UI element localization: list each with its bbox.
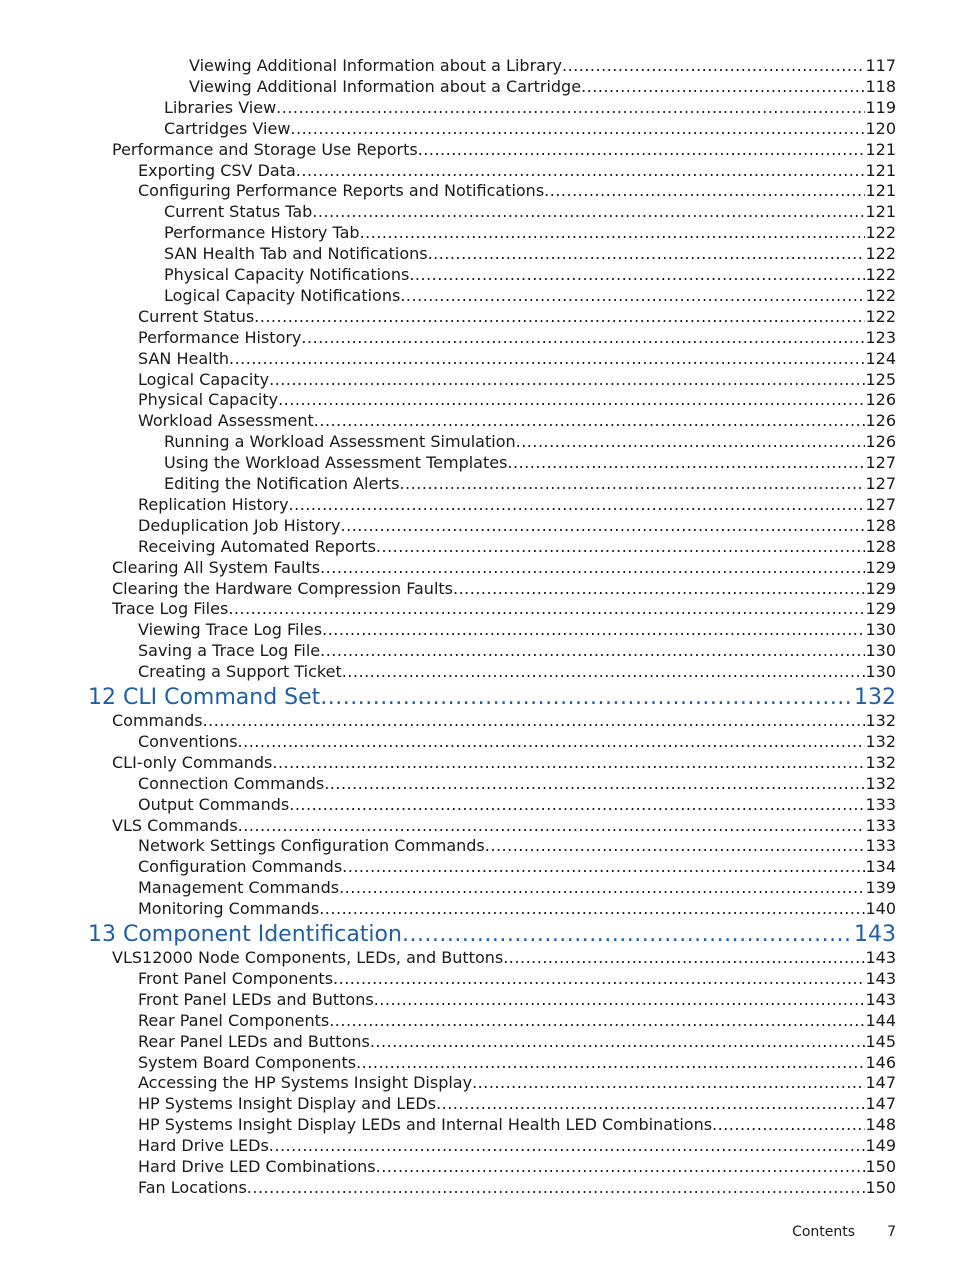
dot-leader (228, 599, 865, 619)
toc-chapter-heading[interactable] (88, 685, 896, 711)
dot-leader (314, 411, 866, 431)
toc-entry[interactable] (138, 1115, 896, 1135)
dot-leader (712, 1115, 865, 1135)
toc-entry-title: Logical Capacity Notifications (164, 285, 401, 305)
toc-entry-title: Exporting CSV Data (138, 160, 296, 180)
toc-entry-page-number: 133 (865, 815, 896, 835)
dot-leader (341, 516, 866, 536)
toc-entry-title: Current Status Tab (164, 202, 313, 222)
toc-entry[interactable] (112, 599, 896, 619)
toc-entry-title: Fan Locations (138, 1177, 247, 1197)
toc-entry-page-number: 132 (865, 752, 896, 772)
dot-leader (254, 307, 865, 327)
toc-entry-page-number: 149 (865, 1136, 896, 1156)
dot-leader (409, 265, 865, 285)
toc-entry-page-number: 146 (865, 1052, 896, 1072)
toc-entry-title: Libraries View (164, 97, 277, 117)
toc-entry-title: Rear Panel Components (138, 1010, 330, 1030)
toc-entry-title: Front Panel LEDs and Buttons (138, 989, 374, 1009)
toc-entry-page-number: 133 (865, 794, 896, 814)
toc-entry[interactable] (138, 495, 896, 515)
dot-leader (324, 774, 865, 794)
toc-entry-title: VLS12000 Node Components, LEDs, and Buttons (112, 948, 504, 967)
toc-entry-page-number: 128 (865, 536, 896, 556)
toc-entry[interactable] (164, 98, 896, 118)
toc-entry-title: Network Settings Configuration Commands (138, 836, 485, 856)
dot-leader (203, 711, 866, 731)
toc-entry-title: Output Commands (138, 794, 290, 814)
toc-entry-page-number: 150 (865, 1177, 896, 1197)
dot-leader (503, 948, 865, 968)
toc-entry-page-number: 129 (865, 557, 896, 577)
toc-entry-page-number: 121 (865, 139, 896, 159)
toc-entry-title: Creating a Support Ticket (138, 662, 342, 682)
toc-entry-title: Physical Capacity Notifications (164, 265, 410, 284)
toc-entry-page-number: 132 (854, 685, 896, 710)
footer-section-label: Contents (792, 1224, 856, 1240)
dot-leader (238, 816, 866, 836)
toc-entry-page-number: 119 (865, 97, 896, 117)
dot-leader (374, 990, 866, 1010)
toc-entry[interactable] (189, 77, 896, 97)
toc-entry-page-number: 143 (865, 948, 896, 967)
dot-leader (290, 119, 865, 139)
toc-entry[interactable] (164, 265, 896, 285)
toc-entry-page-number: 121 (865, 181, 896, 201)
toc-entry-title: HP Systems Insight Display LEDs and Internal Health LED Combinations (138, 1115, 713, 1135)
toc-entry-page-number: 144 (865, 1010, 896, 1030)
dot-leader (400, 286, 865, 306)
toc-entry[interactable] (138, 1157, 896, 1177)
toc-entry[interactable] (138, 390, 896, 410)
toc-entry[interactable] (138, 836, 896, 856)
toc-entry[interactable] (112, 558, 896, 578)
toc-entry-title: 12 CLI Command Set (88, 685, 321, 710)
toc-entry[interactable] (138, 537, 896, 557)
toc-entry-title: Connection Commands (138, 773, 325, 793)
toc-entry-page-number: 132 (865, 711, 896, 730)
toc-entry-page-number: 140 (865, 899, 896, 919)
toc-entry-page-number: 130 (865, 641, 896, 661)
dot-leader (289, 795, 865, 815)
dot-leader (312, 202, 865, 222)
dot-leader (269, 370, 865, 390)
toc-entry-page-number: 130 (865, 662, 896, 682)
toc-entry[interactable] (112, 579, 896, 599)
dot-leader (339, 878, 865, 898)
toc-entry-page-number: 134 (865, 857, 896, 877)
dot-leader (320, 558, 865, 578)
dot-leader (428, 244, 866, 264)
toc-entry-page-number: 147 (865, 1094, 896, 1114)
toc-entry-page-number: 126 (865, 390, 896, 410)
toc-entry[interactable] (138, 349, 896, 369)
dot-leader (453, 579, 865, 599)
toc-entry[interactable] (138, 774, 896, 794)
toc-entry-title: Front Panel Components (138, 968, 334, 988)
toc-entry-title: 13 Component Identification (88, 922, 402, 947)
dot-leader (376, 537, 866, 557)
dot-leader (581, 77, 865, 97)
toc-entry[interactable] (138, 662, 896, 682)
dot-leader (562, 56, 865, 76)
toc-entry-title: HP Systems Insight Display and LEDs (138, 1094, 437, 1114)
toc-entry[interactable] (164, 432, 896, 452)
toc-entry[interactable] (138, 1178, 896, 1198)
toc-entry-title: Accessing the HP Systems Insight Display (138, 1073, 473, 1093)
dot-leader (418, 140, 866, 160)
toc-entry[interactable] (138, 1073, 896, 1093)
toc-entry-title: CLI-only Commands (112, 752, 273, 772)
toc-entry-page-number: 132 (865, 731, 896, 751)
toc-entry-title: Clearing All System Faults (112, 557, 321, 577)
toc-entry[interactable] (138, 1053, 896, 1073)
toc-entry-page-number: 129 (865, 599, 896, 619)
toc-entry-page-number: 122 (865, 306, 896, 326)
toc-entry-page-number: 127 (865, 453, 896, 473)
toc-entry-title: SAN Health (138, 348, 229, 368)
toc-entry[interactable] (138, 328, 896, 348)
toc-entry[interactable] (138, 732, 896, 752)
dot-leader (342, 857, 865, 877)
dot-leader (507, 453, 865, 473)
toc-entry[interactable] (164, 453, 896, 473)
dot-leader (322, 620, 865, 640)
toc-entry-title: Saving a Trace Log File (138, 641, 321, 661)
dot-leader (516, 432, 866, 452)
toc-entry[interactable] (164, 286, 896, 306)
toc-entry-page-number: 121 (865, 202, 896, 222)
toc-entry[interactable] (138, 370, 896, 390)
toc-entry[interactable] (112, 753, 896, 773)
toc-entry-title: Hard Drive LEDs (138, 1136, 269, 1156)
toc-entry-title: Conventions (138, 731, 238, 751)
dot-leader (320, 641, 865, 661)
toc-entry-page-number: 126 (865, 432, 896, 452)
toc-entry-page-number: 143 (854, 922, 896, 947)
dot-leader (356, 1053, 865, 1073)
toc-entry-page-number: 133 (865, 836, 896, 856)
dot-leader (360, 223, 866, 243)
dot-leader (301, 328, 865, 348)
toc-entry[interactable] (138, 969, 896, 989)
toc-entry-title: Configuring Performance Reports and Notifications (138, 181, 545, 201)
toc-entry-page-number: 121 (865, 160, 896, 180)
toc-entry-title: Viewing Additional Information about a Cartridge (189, 76, 582, 96)
toc-entry-title: Configuration Commands (138, 857, 343, 877)
toc-entry-title: Clearing the Hardware Compression Faults (112, 578, 453, 598)
toc-entry[interactable] (112, 140, 896, 160)
dot-leader (342, 662, 866, 682)
toc-entry-page-number: 122 (865, 223, 896, 243)
dot-leader (269, 1136, 866, 1156)
toc-entry[interactable] (112, 816, 896, 836)
toc-entry-title: Physical Capacity (138, 390, 279, 410)
dot-leader (229, 349, 865, 369)
toc-entry[interactable] (112, 711, 896, 731)
dot-leader (247, 1178, 866, 1198)
toc-entry-title: System Board Components (138, 1052, 357, 1072)
toc-entry-title: SAN Health Tab and Notifications (164, 244, 428, 264)
toc-entry[interactable] (138, 899, 896, 919)
toc-entry-title: Performance History Tab (164, 223, 360, 243)
dot-leader (436, 1094, 865, 1114)
toc-entry-page-number: 130 (865, 620, 896, 640)
dot-leader (329, 1011, 865, 1031)
toc-entry-title: Running a Workload Assessment Simulation (164, 432, 516, 452)
toc-entry[interactable] (112, 948, 896, 968)
toc-entry-title: Editing the Notification Alerts (164, 474, 400, 493)
toc-entry-page-number: 125 (865, 369, 896, 389)
toc-chapter-heading[interactable] (88, 922, 896, 948)
toc-entry-title: Viewing Additional Information about a Library (189, 56, 562, 75)
page-footer (792, 1223, 896, 1241)
toc-entry[interactable] (164, 119, 896, 139)
dot-leader (289, 495, 866, 515)
toc-entry-title: Monitoring Commands (138, 899, 320, 919)
toc-entry-title: Management Commands (138, 878, 340, 898)
toc-entry-title: Using the Workload Assessment Templates (164, 453, 508, 473)
toc-entry-title: Rear Panel LEDs and Buttons (138, 1031, 370, 1051)
dot-leader (370, 1032, 866, 1052)
toc-entry[interactable] (138, 1032, 896, 1052)
toc-entry-page-number: 145 (865, 1031, 896, 1051)
toc-entry[interactable] (138, 795, 896, 815)
toc-entry-page-number: 150 (865, 1157, 896, 1176)
toc-entry[interactable] (189, 56, 896, 76)
dot-leader (544, 181, 865, 201)
toc-entry-page-number: 120 (865, 118, 896, 138)
dot-leader (296, 161, 866, 181)
toc-entry-title: Hard Drive LED Combinations (138, 1157, 376, 1176)
toc-entry-title: Deduplication Job History (138, 515, 341, 535)
toc-entry-title: Viewing Trace Log Files (138, 620, 323, 640)
toc-entry-page-number: 143 (865, 989, 896, 1009)
toc-entry-page-number: 127 (865, 474, 896, 493)
toc-entry-page-number: 124 (865, 348, 896, 368)
dot-leader (472, 1073, 865, 1093)
toc-entry-title: Receiving Automated Reports (138, 536, 376, 556)
toc-entry-page-number: 148 (865, 1115, 896, 1135)
toc-entry-page-number: 139 (865, 878, 896, 898)
toc-entry-page-number: 122 (865, 244, 896, 264)
toc-entry-title: Trace Log Files (112, 599, 229, 619)
toc-entry-page-number: 143 (865, 968, 896, 988)
toc-entry[interactable] (164, 474, 896, 494)
toc-entry[interactable] (138, 161, 896, 181)
toc-entry-page-number: 126 (865, 411, 896, 431)
toc-entry-page-number: 147 (865, 1073, 896, 1093)
toc-entry[interactable] (138, 516, 896, 536)
toc-entry-title: Performance History (138, 327, 302, 347)
toc-entry[interactable] (138, 307, 896, 327)
toc-entry[interactable] (138, 1136, 896, 1156)
toc-entry-title: Cartridges View (164, 118, 291, 138)
toc-entry[interactable] (138, 620, 896, 640)
dot-leader (238, 732, 866, 752)
dot-leader (278, 390, 865, 410)
toc-entry[interactable] (138, 857, 896, 877)
toc-entry-title: Logical Capacity (138, 369, 270, 389)
dot-leader (272, 753, 865, 773)
dot-leader (276, 98, 865, 118)
toc-entry[interactable] (138, 1094, 896, 1114)
dot-leader (376, 1157, 866, 1177)
toc-entry[interactable] (164, 202, 896, 222)
toc-entry-title: VLS Commands (112, 815, 238, 835)
toc-entry-title: Replication History (138, 494, 289, 514)
dot-leader (320, 685, 854, 711)
toc-entry-page-number: 117 (865, 56, 896, 75)
toc-entry-page-number: 127 (865, 494, 896, 514)
toc-entry[interactable] (138, 641, 896, 661)
dot-leader (399, 474, 865, 494)
toc-entry-title: Commands (112, 711, 203, 730)
toc-entry-title: Current Status (138, 306, 255, 326)
toc-entry-page-number: 118 (865, 76, 896, 96)
toc-entry[interactable] (164, 223, 896, 243)
toc-entry-page-number: 132 (865, 773, 896, 793)
toc-entry-page-number: 129 (865, 578, 896, 598)
toc-entry-page-number: 122 (865, 285, 896, 305)
toc-entry[interactable] (138, 878, 896, 898)
dot-leader (485, 836, 866, 856)
dot-leader (333, 969, 865, 989)
toc-entry-page-number: 123 (865, 327, 896, 347)
footer-page-number: 7 (887, 1224, 896, 1240)
toc-entry-page-number: 128 (865, 515, 896, 535)
toc-entry[interactable] (138, 1011, 896, 1031)
dot-leader (319, 899, 865, 919)
toc-entry[interactable] (138, 411, 896, 431)
toc-entry-title: Workload Assessment (138, 411, 314, 431)
toc-entry-title: Performance and Storage Use Reports (112, 139, 418, 159)
dot-leader (402, 922, 854, 948)
toc-entry[interactable] (164, 244, 896, 264)
toc-entry[interactable] (138, 181, 896, 201)
toc-entry[interactable] (138, 990, 896, 1010)
toc-entry-page-number: 122 (865, 265, 896, 284)
